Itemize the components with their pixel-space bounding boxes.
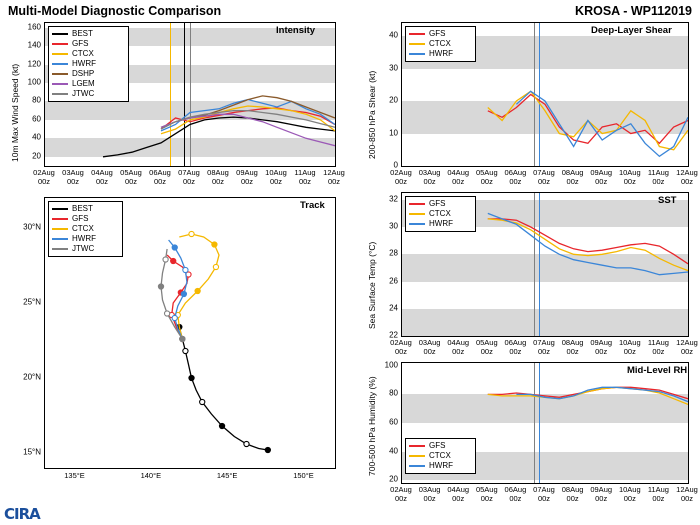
panel-rh <box>355 360 700 525</box>
legend-swatch-gfs <box>409 203 425 205</box>
y-axis-tick: 15°N <box>23 447 41 457</box>
x-axis-tick: 02Aug 00z <box>390 168 412 186</box>
x-axis-tick: 04Aug 00z <box>447 338 470 356</box>
x-axis-tick: 10Aug 00z <box>618 485 641 503</box>
x-axis-tick: 06Aug 00z <box>504 485 527 503</box>
x-axis-tick: 05Aug 00z <box>475 485 498 503</box>
panel-sst <box>355 190 700 360</box>
track-line <box>169 240 187 339</box>
y-axis-tick: 140 <box>27 40 41 50</box>
legend-swatch-hwrf <box>52 238 68 240</box>
legend-label-gfs: GFS <box>429 199 446 208</box>
y-axis-tick: 160 <box>27 22 41 32</box>
y-axis-tick: 22 <box>389 330 398 340</box>
legend-label-jtwc: JTWC <box>72 89 95 98</box>
series-line <box>488 213 688 274</box>
track-point <box>195 288 200 293</box>
legend-swatch-jtwc <box>52 248 68 250</box>
legend-label-hwrf: HWRF <box>72 59 96 68</box>
track-point <box>165 311 170 316</box>
y-axis-tick: 20°N <box>23 372 41 382</box>
page-title: Multi-Model Diagnostic Comparison <box>8 4 222 18</box>
y-axis-tick: 20 <box>32 151 41 161</box>
legend-label-gfs: GFS <box>72 39 89 48</box>
x-axis-tick: 11Aug 00z <box>647 485 669 503</box>
track-line <box>179 327 267 450</box>
legend-label-ctcx: CTCX <box>429 451 451 460</box>
x-axis-tick: 03Aug 00z <box>418 168 441 186</box>
x-axis-tick: 10Aug 00z <box>618 168 641 186</box>
track-point <box>172 245 177 250</box>
x-axis-tick: 08Aug 00z <box>561 168 584 186</box>
legend-label-hwrf: HWRF <box>429 461 453 470</box>
legend-swatch-jtwc <box>52 93 68 95</box>
y-axis-tick: 32 <box>389 194 398 204</box>
x-axis-tick: 12Aug 00z <box>323 168 345 186</box>
track-point <box>219 423 224 428</box>
track-point <box>200 399 205 404</box>
legend-label-jtwc: JTWC <box>72 244 95 253</box>
x-axis-tick: 08Aug 00z <box>561 338 584 356</box>
legend-label-ctcx: CTCX <box>72 49 94 58</box>
x-axis-tick: 12Aug 00z <box>676 485 698 503</box>
y-axis-tick: 40 <box>32 132 41 142</box>
y-axis-tick: 0 <box>393 160 398 170</box>
track-legend <box>48 201 123 257</box>
x-axis-tick: 12Aug 00z <box>676 168 698 186</box>
y-axis-tick: 28 <box>389 248 398 258</box>
legend-swatch-gfs <box>52 43 68 45</box>
x-axis-tick: 05Aug 00z <box>475 338 498 356</box>
y-axis-tick: 26 <box>389 276 398 286</box>
x-axis-tick: 06Aug 00z <box>504 168 527 186</box>
x-axis-tick: 03Aug 00z <box>62 168 84 186</box>
x-axis-tick: 140°E <box>140 471 162 480</box>
track-point <box>265 447 270 452</box>
x-axis-tick: 10Aug 00z <box>265 168 287 186</box>
x-axis-tick: 07Aug 00z <box>533 338 555 356</box>
y-axis-tick: 25°N <box>23 297 41 307</box>
legend-label-hwrf: HWRF <box>72 234 96 243</box>
x-axis-tick: 08Aug 00z <box>207 168 229 186</box>
x-axis-tick: 05Aug 00z <box>120 168 142 186</box>
legend-swatch-ctcx <box>409 455 425 457</box>
x-axis-tick: 09Aug 00z <box>590 338 613 356</box>
sst-legend <box>405 196 476 232</box>
legend-label-gfs: GFS <box>429 441 446 450</box>
track-point <box>172 315 177 320</box>
shear-legend <box>405 26 476 62</box>
y-axis-tick: 24 <box>389 303 398 313</box>
track-point <box>181 291 186 296</box>
legend-swatch-hwrf <box>52 63 68 65</box>
x-axis-tick: 09Aug 00z <box>590 168 613 186</box>
y-axis-tick: 40 <box>389 446 398 456</box>
series-line <box>488 95 688 144</box>
x-axis-tick: 03Aug 00z <box>418 338 441 356</box>
y-axis-tick: 120 <box>27 59 41 69</box>
legend-label-gfs: GFS <box>429 29 446 38</box>
x-axis-tick: 10Aug 00z <box>618 338 641 356</box>
x-axis-tick: 04Aug 00z <box>91 168 113 186</box>
series-line <box>161 96 335 127</box>
x-axis-tick: 07Aug 00z <box>533 485 555 503</box>
legend-label-hwrf: HWRF <box>429 219 453 228</box>
legend-label-best: BEST <box>72 29 93 38</box>
track-line <box>178 234 219 339</box>
track-point <box>163 257 168 262</box>
legend-label-ctcx: CTCX <box>429 39 451 48</box>
x-axis-tick: 09Aug 00z <box>236 168 258 186</box>
legend-label-gfs: GFS <box>72 214 89 223</box>
track-point <box>183 348 188 353</box>
cira-logo: CIRA <box>4 505 40 523</box>
legend-swatch-gfs <box>409 445 425 447</box>
x-axis-tick: 02Aug 00z <box>33 168 55 186</box>
y-axis-label: Sea Surface Temp (°C) <box>367 241 377 329</box>
x-axis-tick: 04Aug 00z <box>447 168 470 186</box>
x-axis-tick: 11Aug 00z <box>294 168 316 186</box>
rh-panel-label: Mid-Level RH <box>627 365 688 376</box>
series-line <box>103 117 335 157</box>
legend-label-ctcx: CTCX <box>72 224 94 233</box>
y-axis-tick: 100 <box>27 77 41 87</box>
track-point <box>189 231 194 236</box>
legend-swatch-dshp <box>52 73 68 75</box>
x-axis-tick: 04Aug 00z <box>447 485 470 503</box>
legend-label-best: BEST <box>72 204 93 213</box>
x-axis-tick: 08Aug 00z <box>561 485 584 503</box>
legend-swatch-gfs <box>409 33 425 35</box>
shear-panel-label: Deep-Layer Shear <box>591 25 672 36</box>
legend-swatch-ctcx <box>52 228 68 230</box>
storm-title: KROSA - WP112019 <box>575 4 692 18</box>
intensity-legend <box>48 26 129 102</box>
track-point <box>244 441 249 446</box>
legend-label-dshp: DSHP <box>72 69 95 78</box>
x-axis-tick: 145°E <box>216 471 238 480</box>
track-point <box>171 258 176 263</box>
x-axis-tick: 02Aug 00z <box>390 485 412 503</box>
panel-intensity <box>0 20 345 190</box>
y-axis-tick: 80 <box>32 95 41 105</box>
y-axis-tick: 60 <box>32 114 41 124</box>
x-axis-tick: 135°E <box>64 471 85 480</box>
legend-label-lgem: LGEM <box>72 79 95 88</box>
y-axis-tick: 40 <box>389 30 398 40</box>
legend-label-ctcx: CTCX <box>429 209 451 218</box>
legend-swatch-best <box>52 33 68 35</box>
x-axis-tick: 150°E <box>293 471 314 480</box>
legend-swatch-best <box>52 208 68 210</box>
x-axis-tick: 06Aug 00z <box>504 338 527 356</box>
panel-shear <box>355 20 700 190</box>
legend-swatch-ctcx <box>409 43 425 45</box>
y-axis-tick: 80 <box>389 388 398 398</box>
x-axis-tick: 02Aug 00z <box>390 338 412 356</box>
legend-swatch-lgem <box>52 83 68 85</box>
x-axis-tick: 07Aug 00z <box>178 168 200 186</box>
y-axis-tick: 30 <box>389 221 398 231</box>
legend-swatch-ctcx <box>409 213 425 215</box>
track-point <box>189 375 194 380</box>
panel-track <box>0 195 345 525</box>
track-point <box>213 264 218 269</box>
x-axis-tick: 03Aug 00z <box>418 485 441 503</box>
x-axis-tick: 06Aug 00z <box>149 168 171 186</box>
series-line <box>161 114 335 145</box>
y-axis-tick: 100 <box>384 360 398 370</box>
track-point <box>183 267 188 272</box>
sst-panel-label: SST <box>658 195 677 206</box>
y-axis-tick: 30°N <box>23 222 41 232</box>
x-axis-tick: 12Aug 00z <box>676 338 698 356</box>
x-axis-tick: 11Aug 00z <box>647 168 669 186</box>
legend-swatch-ctcx <box>52 53 68 55</box>
x-axis-tick: 07Aug 00z <box>533 168 555 186</box>
x-axis-tick: 05Aug 00z <box>475 168 498 186</box>
x-axis-tick: 09Aug 00z <box>590 485 613 503</box>
track-point <box>158 284 163 289</box>
x-axis-tick: 11Aug 00z <box>647 338 669 356</box>
rh-legend <box>405 438 476 474</box>
legend-label-hwrf: HWRF <box>429 49 453 58</box>
y-axis-tick: 20 <box>389 95 398 105</box>
y-axis-tick: 20 <box>389 474 398 484</box>
y-axis-label: 700-500 hPa Humidity (%) <box>367 376 377 476</box>
y-axis-tick: 60 <box>389 417 398 427</box>
track-point <box>180 336 185 341</box>
y-axis-tick: 30 <box>389 63 398 72</box>
legend-swatch-hwrf <box>409 465 425 467</box>
intensity-panel-label: Intensity <box>276 25 316 36</box>
legend-swatch-hwrf <box>409 53 425 55</box>
legend-swatch-gfs <box>52 218 68 220</box>
y-axis-label: 10m Max Wind Speed (kt) <box>10 63 20 162</box>
y-axis-label: 200-850 hPa Shear (kt) <box>367 70 377 159</box>
y-axis-tick: 10 <box>389 128 398 137</box>
track-panel-label: Track <box>300 200 325 211</box>
legend-swatch-hwrf <box>409 223 425 225</box>
track-point <box>212 242 217 247</box>
